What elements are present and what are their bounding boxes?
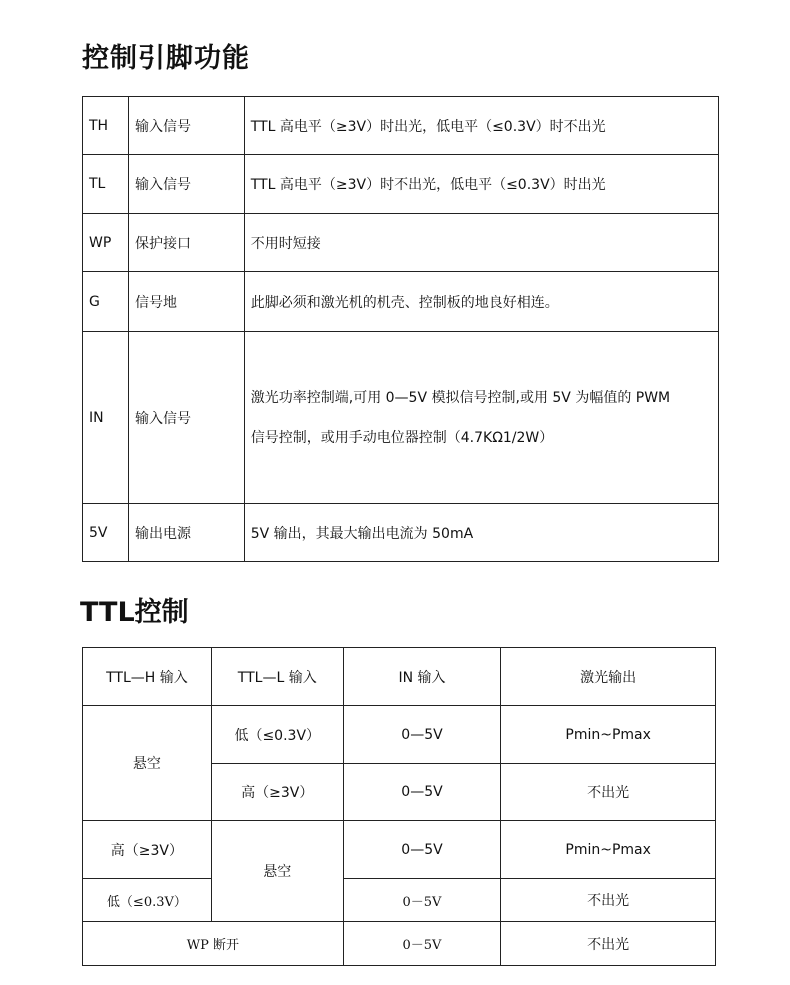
pin-type: 保护接口 [128,214,244,272]
pin-type: 输入信号 [128,155,244,214]
pin-type: 输入信号 [128,332,244,504]
wp-open-cell: WP 断开 [83,922,344,966]
table-row [83,155,719,214]
in-cell: 0－5V [343,879,501,922]
table-row [83,821,716,879]
pin-name: IN [83,332,129,504]
output-cell: Pmin~Pmax [501,706,716,764]
in-cell: 0－5V [343,922,501,966]
header-in: IN 输入 [343,648,501,706]
section-title-ttl-control: TTL控制 [80,597,189,628]
table-header-row [83,648,716,706]
table-row [83,879,716,922]
pin-description [244,332,718,504]
pin-name: G [83,272,129,332]
pin-type: 输出电源 [128,504,244,562]
pin-description: TTL 高电平（≥3V）时不出光，低电平（≤0.3V）时出光 [244,155,718,214]
pin-description-line: 信号控制，或用手动电位器控制（4.7KΩ1/2W） [250,429,554,446]
pin-name: 5V [83,504,129,562]
ttl-h-cell: 悬空 [83,706,212,821]
pin-description: 5V 输出，其最大输出电流为 50mA [244,504,718,562]
table-row [83,922,716,966]
pin-function-table [82,96,719,562]
table-row [83,706,716,764]
ttl-control-table [82,647,716,966]
ttl-l-cell: 悬空 [211,821,343,922]
in-cell: 0—5V [343,821,501,879]
pin-description-line: 激光功率控制端,可用 0—5V 模拟信号控制,或用 5V 为幅值的 PWM [250,389,671,406]
table-row [83,272,719,332]
pin-name: WP [83,214,129,272]
ttl-l-cell: 低（≤0.3V） [211,706,343,764]
pin-type: 输入信号 [128,97,244,155]
section-title-pin-functions: 控制引脚功能 [82,43,250,74]
pin-description: 不用时短接 [244,214,718,272]
table-row [83,332,719,504]
output-cell: Pmin~Pmax [501,821,716,879]
pin-name: TL [83,155,129,214]
header-ttl-l: TTL—L 输入 [211,648,343,706]
output-cell: 不出光 [501,922,716,966]
pin-name: TH [83,97,129,155]
ttl-l-cell: 高（≥3V） [211,764,343,821]
table-row [83,97,719,155]
header-laser-output: 激光输出 [501,648,716,706]
table-row [83,214,719,272]
pin-description: 此脚必须和激光机的机壳、控制板的地良好相连。 [244,272,718,332]
pin-description: TTL 高电平（≥3V）时出光，低电平（≤0.3V）时不出光 [244,97,718,155]
ttl-h-cell: 低（≤0.3V） [83,879,212,922]
ttl-h-cell: 高（≥3V） [83,821,212,879]
table-row [83,504,719,562]
pin-type: 信号地 [128,272,244,332]
output-cell: 不出光 [501,879,716,922]
output-cell: 不出光 [501,764,716,821]
in-cell: 0—5V [343,706,501,764]
in-cell: 0—5V [343,764,501,821]
header-ttl-h: TTL—H 输入 [83,648,212,706]
